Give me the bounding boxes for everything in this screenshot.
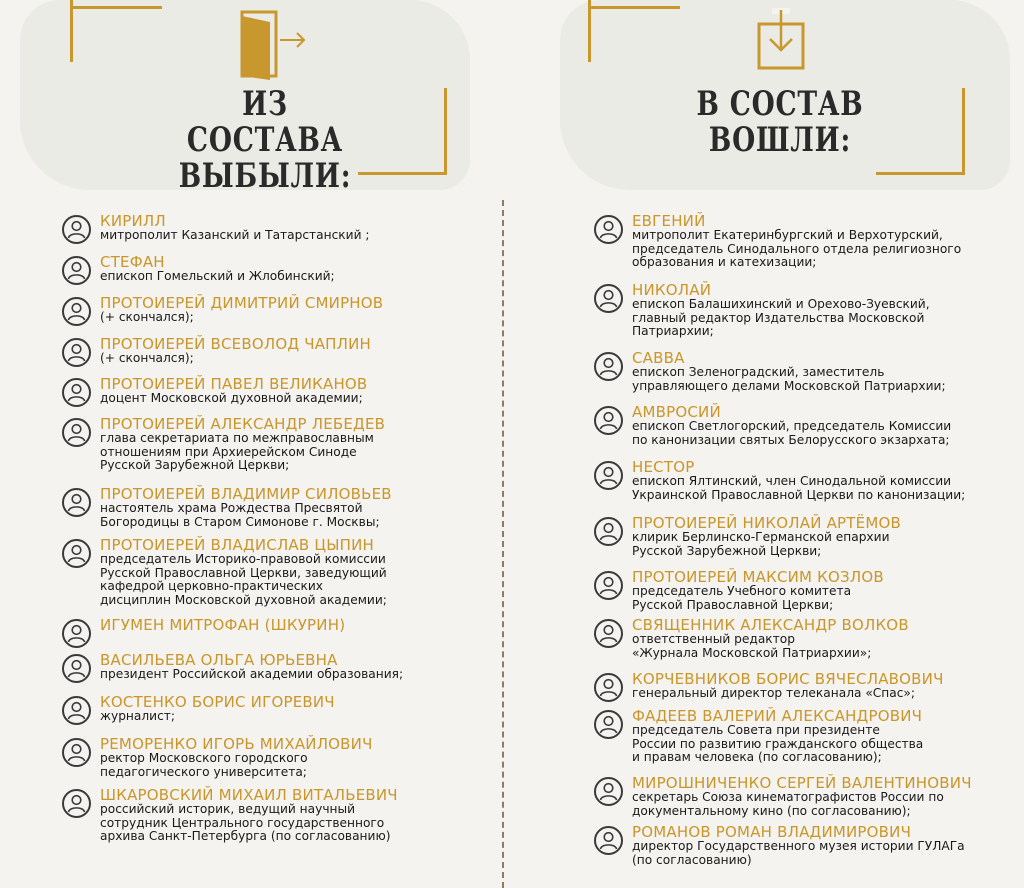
person-icon [62,338,91,367]
member-name: ПРОТОИЕРЕЙ АЛЕКСАНДР ЛЕБЕДЕВ [100,415,386,433]
member-name: ПРОТОИЕРЕЙ ДИМИТРИЙ СМИРНОВ [100,294,384,312]
member-description: доцент Московской духовной академии; [100,391,363,405]
frame-corner-top-left [70,0,140,62]
person-icon [594,673,623,702]
member-name: СВЯЩЕННИК АЛЕКСАНДР ВОЛКОВ [632,616,909,634]
member-description: митрополит Екатеринбургский и Верхотурский, председатель Синодального отдела религиозного образования и катехизации; [632,228,962,269]
list-item [62,336,371,366]
list-item [594,350,946,393]
person-icon [62,297,91,326]
list-item [594,671,944,701]
list-item [594,617,909,660]
person-icon [594,406,623,435]
member-description: председатель Историко-правовой комиссии Русской Православной Церкви, заведующий кафедрой церковно-практических дисциплин Московской духовной академии; [100,552,387,607]
list-item [594,459,965,502]
member-description: ректор Московского городского педагогического университета; [100,751,308,779]
person-icon [62,488,91,517]
right-title-line2: ВОШЛИ: [708,120,852,160]
list-item [62,486,392,529]
member-name: ВАСИЛЬЕВА ОЛЬГА ЮРЬЕВНА [100,651,338,669]
person-icon [594,284,623,313]
enter-download-icon [756,8,808,78]
member-name: ШКАРОВСКИЙ МИХАИЛ ВИТАЛЬЕВИЧ [100,786,398,804]
member-description: председатель Совета при президенте России по развитию гражданского общества и правам человека (по согласованию); [632,723,924,764]
member-description: ответственный редактор «Журнала Московской Патриархии»; [632,632,872,660]
member-description: епископ Зеленоградский, заместитель управляющего делами Московской Патриархии; [632,365,946,393]
member-name: ПРОТОИЕРЕЙ МАКСИМ КОЗЛОВ [632,568,884,586]
person-icon [62,654,91,683]
member-description: (+ скончался); [100,351,194,365]
member-description: глава секретариата по межправославным отношениям при Архиерейском Синоде Русской Зарубежной Церкви; [100,431,374,472]
person-icon [594,571,623,600]
member-description: митрополит Казанский и Татарстанский ; [100,228,370,242]
person-icon [594,710,623,739]
member-name: КИРИЛЛ [100,212,166,230]
list-item [62,537,387,607]
list-item [62,376,367,406]
member-name: ПРОТОИЕРЕЙ ВЛАДИСЛАВ ЦЫПИН [100,536,375,554]
member-description: клирик Берлинско-Германской епархии Русской Зарубежной Церкви; [632,530,890,558]
member-name: НИКОЛАЙ [632,281,712,299]
frame-corner-bottom-right-r [962,88,965,174]
person-icon [594,517,623,546]
member-name: ПРОТОИЕРЕЙ ВЛАДИМИР СИЛОВЬЕВ [100,485,392,503]
member-name: КОСТЕНКО БОРИС ИГОРЕВИЧ [100,693,335,711]
person-icon [62,378,91,407]
left-section-title [175,86,354,194]
list-item [594,775,972,818]
member-description: секретарь Союза кинематографистов России по документальному кино (по согласованию); [632,790,944,818]
member-name: САВВА [632,349,685,367]
person-icon [594,215,623,244]
person-icon [62,539,91,568]
list-item [594,515,901,558]
list-item [62,416,385,473]
right-section-title [690,86,869,158]
frame-corner-top-left-h [70,6,162,9]
list-item [594,213,961,270]
list-item [62,694,335,724]
list-item [62,617,345,633]
left-title-line2: ВЫБЫЛИ: [178,156,352,196]
frame-corner-top-left-r-h [588,6,680,9]
member-description: епископ Балашихинский и Орехово-Зуевский, главный редактор Издательства Московской Патриархии; [632,297,930,338]
member-description: (+ скончался); [100,310,194,324]
person-icon [594,461,623,490]
person-icon [62,738,91,767]
list-item [594,282,930,339]
member-name: ПРОТОИЕРЕЙ ПАВЕЛ ВЕЛИКАНОВ [100,375,368,393]
frame-corner-bottom-right [444,88,447,174]
list-item [594,404,951,447]
list-item [62,736,373,779]
frame-corner-top-left-r [588,0,591,62]
person-icon [594,826,623,855]
member-description: председатель Учебного комитета Русской Православной Церкви; [632,584,852,612]
person-icon [62,256,91,285]
member-description: епископ Гомельский и Жлобинский; [100,269,335,283]
list-item [594,824,965,867]
member-name: АМВРОСИЙ [632,403,721,421]
right-title-line1: В СОСТАВ [696,84,864,124]
member-name: ЕВГЕНИЙ [632,212,706,230]
frame-corner-bottom-right-h [358,172,447,175]
member-description: настоятель храма Рождества Пресвятой Богородицы в Старом Симонове г. Москвы; [100,501,380,529]
exit-door-icon [240,10,310,86]
list-item [62,787,398,844]
list-item [594,708,923,765]
person-icon [62,215,91,244]
member-name: СТЕФАН [100,253,165,271]
member-description: журналист; [100,709,175,723]
member-name: ИГУМЕН МИТРОФАН (ШКУРИН) [100,616,346,634]
member-name: ФАДЕЕВ ВАЛЕРИЙ АЛЕКСАНДРОВИЧ [632,707,923,725]
member-name: РЕМОРЕНКО ИГОРЬ МИХАЙЛОВИЧ [100,735,373,753]
member-name: НЕСТОР [632,458,695,476]
member-name: КОРЧЕВНИКОВ БОРИС ВЯЧЕСЛАВОВИЧ [632,670,944,688]
member-description: епископ Ялтинский, член Синодальной комиссии Украинской Православной Церкви по канонизации; [632,474,966,502]
person-icon [594,619,623,648]
list-item [62,652,403,682]
frame-corner-bottom-right-r-h [876,172,965,175]
person-icon [62,789,91,818]
list-item [62,213,369,243]
member-name: РОМАНОВ РОМАН ВЛАДИМИРОВИЧ [632,823,912,841]
member-description: президент Российской академии образования; [100,667,404,681]
member-name: МИРОШНИЧЕНКО СЕРГЕЙ ВАЛЕНТИНОВИЧ [632,774,972,792]
column-divider [502,200,504,888]
person-icon [62,418,91,447]
member-name: ПРОТОИЕРЕЙ ВСЕВОЛОД ЧАПЛИН [100,335,372,353]
person-icon [594,352,623,381]
member-description: директор Государственного музея истории ГУЛАГа (по согласованию) [632,839,965,867]
member-description: российский историк, ведущий научный сотрудник Центрального государственного архива Санкт-Петербурга (по согласованию) [100,802,391,843]
person-icon [62,619,91,648]
list-item [62,295,383,325]
member-description: епископ Светлогорский, председатель Комиссии по канонизации святых Белорусского экзархата; [632,419,952,447]
member-name: ПРОТОИЕРЕЙ НИКОЛАЙ АРТЁМОВ [632,514,901,532]
person-icon [594,777,623,806]
left-title-line1: ИЗ СОСТАВА [186,84,344,160]
list-item [62,254,335,284]
list-item [594,569,884,612]
member-description: генеральный директор телеканала «Спас»; [632,686,915,700]
person-icon [62,696,91,725]
